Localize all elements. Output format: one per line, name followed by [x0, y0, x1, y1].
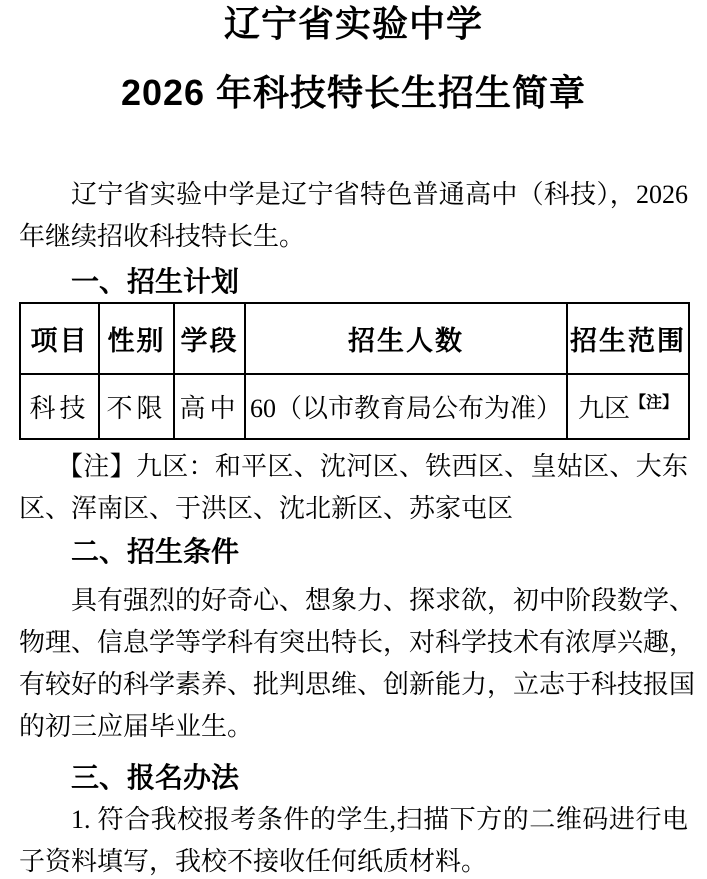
cell-stage: 高中: [174, 374, 245, 439]
text-line: 年继续招收科技特长生。: [19, 222, 306, 251]
header-stage: 学段: [174, 303, 245, 374]
text-line: 有较好的科学素养、批判思维、创新能力，立志于科技报国: [19, 670, 696, 699]
table-note-paragraph: [19, 446, 688, 530]
requirements-paragraph: [19, 580, 696, 748]
cell-scope: [567, 374, 689, 439]
header-scope: 招生范围: [567, 303, 689, 374]
scope-value: 九区: [577, 394, 630, 423]
cell-gender: 不限: [99, 374, 174, 439]
scope-note-superscript: 【注】: [630, 394, 679, 412]
text-line: 1. 符合我校报考条件的学生,扫描下方的二维码进行电: [71, 805, 688, 834]
text-line: 物理、信息学等学科有突出特长，对科学技术有浓厚兴趣，: [19, 628, 696, 657]
text-line: 的初三应届毕业生。: [19, 712, 254, 741]
text-line: 【注】九区：和平区、沈河区、铁西区、皇姑区、大东: [57, 452, 688, 481]
text-line: 具有强烈的好奇心、想象力、探求欲，初中阶段数学、: [71, 586, 696, 615]
registration-paragraph: [19, 799, 688, 879]
table-header-row: [20, 303, 689, 374]
cell-count: 60（以市教育局公布为准）: [245, 374, 567, 439]
header-count: 招生人数: [245, 303, 567, 374]
section-heading-registration: 三、报名办法: [71, 762, 240, 793]
header-gender: 性别: [99, 303, 174, 374]
section-heading-enrollment-plan: 一、招生计划: [71, 266, 240, 297]
document-title: 2026 年科技特长生招生简章: [120, 72, 587, 113]
table-row: [20, 374, 689, 439]
intro-paragraph: [19, 174, 688, 258]
section-heading-requirements: 二、招生条件: [71, 536, 240, 567]
text-line: 辽宁省实验中学是辽宁省特色普通高中（科技），2026: [71, 180, 688, 209]
school-title: 辽宁省实验中学: [223, 3, 483, 44]
text-line: 区、浑南区、于洪区、沈北新区、苏家屯区: [19, 494, 514, 523]
enrollment-plan-table: [19, 302, 690, 440]
header-project: 项目: [20, 303, 99, 374]
cell-project: 科技: [20, 374, 99, 439]
text-line: 子资料填写，我校不接收任何纸质材料。: [19, 847, 488, 876]
